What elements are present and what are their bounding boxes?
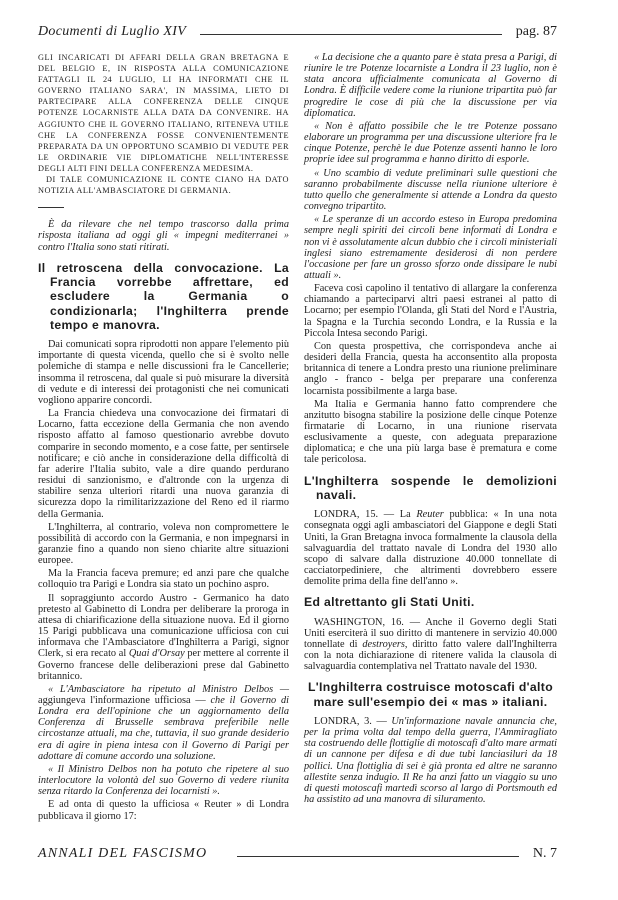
text: La Francia chiedeva una convocazione dei firmatari di Locarno, fatta eccezione della Germania che non avendo risposto affatto al famoso questionario avrebbe dovuto comparire in secondo momento, e a cose fatte, per sentirsele notificare; e ciò anche in considerazione della difficoltà di far aderire l'Italia subito, vale a dire quando perdurano residui di sanzionismo, e d'altronde con la urgenza di stabilire senza ulteriori ritardi una nuova garanzia di sicurezza dopo la rimilitarizzazione del Reno ed il riarmo della Germania. (38, 408, 289, 520)
page-footer (38, 842, 557, 862)
italic-text: Quai d'Orsay (128, 648, 185, 660)
page-header (38, 22, 557, 40)
text: Dai comunicati sopra riprodotti non appare l'elemento più importante di questa vicenda, quello che si è svolto nelle polemiche di stampa e nelle discussioni fra le Cancellerie; insomma il retroscena, dal quale si può misurare la diversità di vedute e di interessi dei protagonisti che nei comunicati vogliono apparire concordi. (38, 339, 289, 406)
section-divider (38, 207, 64, 208)
section-heading (304, 474, 557, 503)
italic-text: È da rilevare che nel tempo trascorso dalla prima risposta italiana ad oggi gli « impegni mediterranei » contro l'Italia sono stati ritirati. (38, 219, 289, 253)
paragraph (304, 617, 557, 673)
paragraph (304, 283, 557, 339)
text: Ed altrettanto gli Stati Uniti. (304, 595, 475, 610)
issue-number: N. 7 (532, 846, 557, 861)
text: GLI INCARICATI DI AFFARI DELLA GRAN BRETAGNA E DEL BELGIO E, IN RISPOSTA ALLA COMUNICAZIONE FATTAGLI IL 24 LUGLIO, LI HA INFORMATI CHE IL GOVERNO ITALIANO SARA', IN MASSIMA, LIETO DI PARTECIPARE ALLA CONFERENZA DELLE CINQUE POTENZE LOCARNISTE ALLA DATA DA CONVENIRE. HA AGGIUNTO CHE IL GOVERNO ITALIANO, RITENEVA UTILE CHE LA CONFERENZA FOSSE CONVENIENTEMENTE PREPARATA DA UN OPPORTUNO SCAMBIO DI VEDUTE PER LE ORDINARIE VIE DIPLOMATICHE NELL'INTERESSE DEGLI ALTI FINI DELLA CONFERENZA MEDESIMA. (38, 53, 289, 173)
paragraph (304, 52, 557, 119)
paragraph (38, 339, 289, 406)
italic-text: « La decisione che a quanto pare è stata presa a Parigi, di riunire le tre Potenze locarniste a Londra il 23 luglio, non è stata ancora ufficialmente comunicata al Governo di Londra. È difficile vedere come la riunione tripartita può far progredire le cose di più che la discussione per via diplomatica. (304, 52, 557, 119)
italic-text: destroyers (362, 638, 405, 650)
text: aggiungeva l'informazione ufficiosa — (38, 695, 211, 707)
paragraph (38, 799, 289, 821)
text: L'Inghilterra, al contrario, voleva non compromettere le possibilità di accordo con la Germania, e non impegnarsi in garanzie fino a quando non sieno chiarite altre situazioni europee. (38, 521, 289, 567)
paragraph (304, 168, 557, 213)
italic-text: « L'Ambasciatore ha ripetuto al Ministro Delbos — (48, 683, 289, 695)
text: DI TALE COMUNICAZIONE IL CONTE CIANO HA DATO NOTIZIA ALL'AMBASCIATORE DI GERMANIA. (38, 175, 289, 196)
publication-title: ANNALI DEL FASCISMO (38, 846, 208, 861)
text: Ma Italia e Germania hanno fatto comprendere che anzitutto bisogna stabilire la posizione delle cinque Potenze firmatarie di Locarno, in una riunione riservata esclusivamente a queste, con adeguata preparazione diplomatica; e che una più larga base è prematura e come tale pericolosa. (304, 398, 557, 466)
italic-text: « Uno scambio di vedute preliminari sulle questioni che saranno probabilmente discusse nella riunione ulteriore è tutto quello che generalmente si attende a Londra da questo convegno tripartito. (304, 167, 557, 213)
section-heading (304, 595, 557, 609)
paragraph (38, 219, 289, 252)
paragraph (304, 341, 557, 397)
section-heading (38, 261, 289, 332)
italic-text: « Non è affatto possibile che le tre Potenze possano elaborare un programma per una discussione ulteriore fra le cinque Potenze, perchè le due Potenze assenti hanno le loro proprie idee sul programma e hanno diritto di esporle. (304, 120, 557, 166)
text: L'Inghilterra sospende le demolizioni navali. (304, 473, 557, 502)
paragraph (38, 522, 289, 567)
paragraph (304, 399, 557, 466)
paragraph (38, 408, 289, 520)
text: pubblica: « In una nota consegnata oggi agli ambasciatori del Giappone e degli Stati Uniti, la Gran Bretagna invoca formalmente la clausola della salvaguardia del trattato navale di Londra del 1930 allo scopo di salvare dalla distruzione 40.000 tonnellate di cacciatorpediniere, che altrimenti dovrebbero essere demolite prima della fine dell'anno ». (304, 509, 557, 588)
italic-text: « Le speranze di un accordo esteso in Europa predomina sempre negli spiriti dei circoli bene informati di Londra e non vi è assolutamente alcun dubbio che i circoli ministeriali inglesi siano estremamente desiderosi di non perdere l'occasione per fare un grosso sforzo onde dissipare le nubi attuali ». (304, 214, 557, 281)
header-rule (200, 34, 502, 35)
paragraph (38, 593, 289, 682)
text: WASHINGTON, 16. — Anche il Governo degli Stati Uniti eserciterà il suo diritto di mantenere in servizio 40.000 tonnellate di (304, 616, 557, 650)
text: Ma la Francia faceva premure; ed anzi pare che qualche colloquio tra Parigi e Londra sia stato un pochino aspro. (38, 568, 289, 591)
page-number: pag. 87 (515, 24, 557, 39)
left-column (38, 52, 289, 824)
text: Con questa prospettiva, che corrispondeva anche ai desideri della Francia, questa ha acconsentito alla proposta britannica di tenere a Londra presto una riunione preliminare anglo - franco - belga per preparare una conferenza locarnista possibilmente a larga base. (304, 340, 557, 397)
communique-text (38, 174, 289, 196)
text: per mettere al corrente il Governo francese delle deliberazioni prese dal Gabinetto britannico. (38, 648, 289, 682)
paragraph (304, 716, 557, 805)
running-title: Documenti di Luglio XIV (38, 24, 187, 39)
italic-text: « Il Ministro Delbos non ha potuto che ripetere al suo interlocutore la volontà del suo Governo di vedere riunita senza ritardo la Conferenza dei locarnisti ». (38, 763, 289, 798)
italic-text: Un'informazione navale annuncia che, per la prima volta dal tempo della guerra, l'Ammiragliato sta costruendo delle flottiglie di motoscafi d'alto mare armati di un cannone per difesa e di due tubi lanciasiluri da 18 pollici. Una flottiglia di sei è già pronta ed altre ne saranno allestite senza indugio. Il Re ha anzi fatto un viaggio su uno di questi motoscafi martedì scorso al largo di Portsmouth ed ha assistito ad una manovra di siluramento. (304, 715, 557, 806)
paragraph (38, 764, 289, 797)
text: LONDRA, 15. — La (314, 509, 417, 521)
communique-text (38, 52, 289, 174)
text: Il retroscena della convocazione. La Francia vorrebbe affrettare, ed escludere la Germania o condizionarla; l'Inghilterra prende tempo e manovra. (38, 260, 289, 332)
right-column (304, 52, 557, 807)
text: Il sopraggiunto accordo Austro - Germanico ha dato pretesto al Gabinetto di Londra per deliberare la proroga in attesa di chiarificazione della situazione nuova. Ed il giorno 15 Parigi pubblicava una comunicazione ufficiosa con cui informava che l'Ambasciatore d'Inghilterra a Parigi, signor Clerk, si era recato al (38, 592, 289, 660)
paragraph (304, 214, 557, 281)
italic-text: Reuter (416, 509, 444, 521)
paragraph (38, 684, 289, 762)
paragraph (304, 509, 557, 587)
text: Faceva così capolino il tentativo di allargare la conferenza chiamando a parteciparvi altri paesi estranei al patto di Locarno; per esempio l'Olanda, gli Stati del Nord e l'Austria, la Spagna e la Turchia secondo Londra, e la Russia e la Piccola Intesa secondo Parigi. (304, 283, 557, 339)
footer-rule (237, 856, 519, 857)
paragraph (304, 121, 557, 166)
italic-text: che il Governo di Londra era dell'opinione che un aggiornamento della Conferenza di Brusselle sembrava preferibile nelle circostanze attuali, ma che, tuttavia, il suo grande desiderio era di agire in piena intesa con il Governo di Parigi per adottare di comune accordo una soluzione. (38, 695, 289, 762)
text: LONDRA, 3. — (314, 715, 392, 727)
paragraph (38, 568, 289, 590)
text: E ad onta di questo la ufficiosa « Reuter » di Londra pubblicava il giorno 17: (38, 799, 289, 822)
text: L'Inghilterra costruisce motoscafi d'alto mare sull'esempio dei « mas » italiani. (308, 680, 553, 709)
section-heading (304, 680, 557, 709)
text: , diritto fatto valere dall'Inghilterra con la nota dichiarazione di ritenere valida la clausola di salvaguardia contemplativa nel Trattato navale del 1930. (304, 638, 558, 673)
